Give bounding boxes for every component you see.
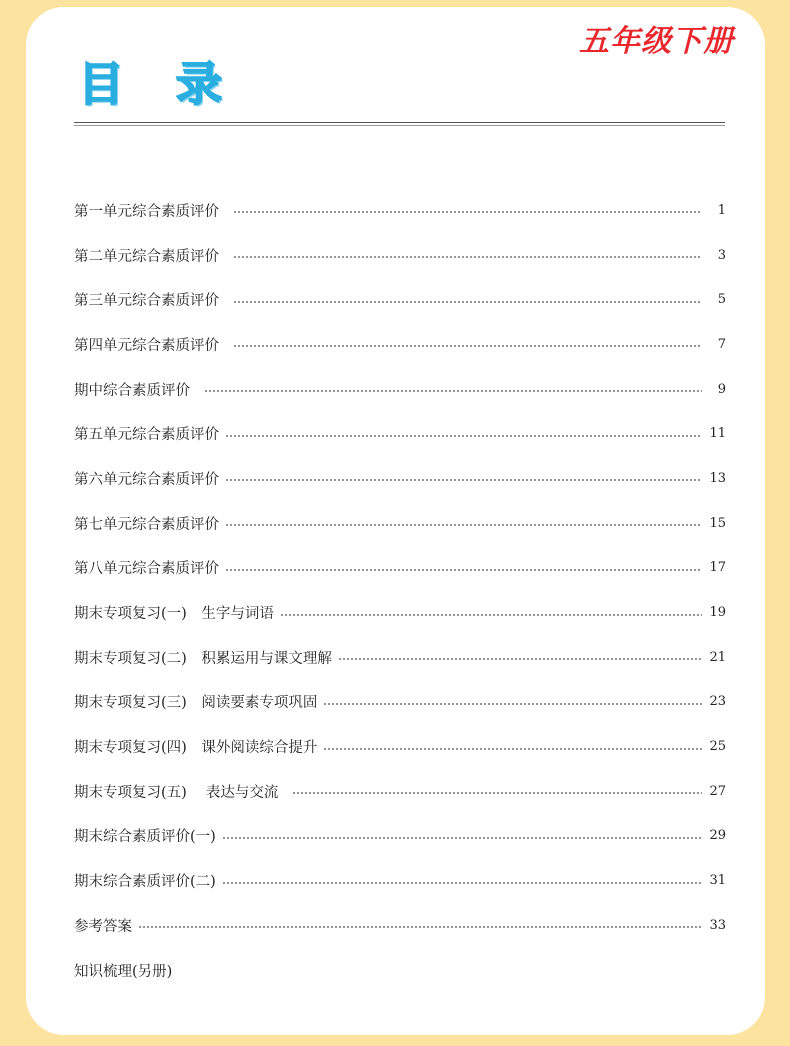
grade-label: 五年级下册 [579, 24, 734, 59]
toc-entry[interactable] [74, 411, 726, 456]
toc-entry-title: 第五单元综合素质评价 [74, 427, 219, 444]
toc-entry-page: 7 [717, 336, 726, 352]
toc-entry-title: 第六单元综合素质评价 [74, 471, 219, 488]
dot-leader [222, 836, 702, 840]
toc-entry-title: 参考答案 [74, 918, 132, 935]
toc-entry[interactable] [74, 501, 726, 546]
toc-entry[interactable] [74, 322, 726, 367]
toc-entry-page: 25 [709, 739, 726, 755]
dot-leader [204, 389, 702, 393]
toc-entry-title: 期末专项复习(五) 表达与交流 [74, 784, 279, 801]
toc-entry-page: 29 [709, 828, 726, 844]
toc-entry[interactable] [74, 456, 726, 501]
page-card [26, 7, 765, 1035]
toc-entry-title: 第四单元综合素质评价 [74, 337, 219, 354]
toc-entry-page: 15 [709, 515, 726, 531]
toc-entry[interactable] [74, 814, 726, 859]
toc-entry-page: 33 [709, 917, 726, 933]
toc-entry-title: 第七单元综合素质评价 [74, 516, 219, 533]
toc-entry-page: 11 [709, 426, 726, 442]
toc-entry-title: 期末综合素质评价(一) [74, 829, 216, 846]
toc-entry[interactable] [74, 680, 726, 725]
toc-entry-title: 期末综合素质评价(二) [74, 874, 216, 891]
toc-entry[interactable] [74, 546, 726, 591]
dot-leader [225, 434, 702, 438]
dot-leader [138, 925, 702, 929]
toc-entry-title: 期末专项复习(二) 积累运用与课文理解 [74, 650, 332, 667]
dot-leader [233, 255, 702, 259]
toc-entry-page: 3 [717, 247, 726, 263]
dot-leader [233, 300, 702, 304]
toc-entry[interactable] [74, 769, 726, 814]
toc-entry-page: 17 [709, 560, 726, 576]
toc-entry-title: 期末专项复习(四) 课外阅读综合提升 [74, 740, 318, 757]
toc-entry-title: 第三单元综合素质评价 [74, 293, 219, 310]
dot-leader [323, 702, 702, 706]
dot-leader [280, 613, 702, 617]
dot-leader [225, 568, 702, 572]
toc-entry-title: 期末专项复习(一) 生字与词语 [74, 606, 274, 623]
toc-entry[interactable] [74, 188, 726, 233]
toc-entry[interactable] [74, 635, 726, 680]
toc-entry-page: 19 [709, 605, 726, 621]
toc-entry-page: 13 [709, 470, 726, 486]
toc-entry-page: 5 [717, 292, 726, 308]
heading-divider [74, 122, 725, 126]
toc-entry[interactable] [74, 233, 726, 278]
toc-entry[interactable] [74, 590, 726, 635]
dot-leader [292, 791, 702, 795]
toc-entry[interactable] [74, 367, 726, 412]
toc-entry[interactable] [74, 277, 726, 322]
toc-entry-title: 第一单元综合素质评价 [74, 203, 219, 220]
dot-leader [222, 881, 702, 885]
toc-entry-title: 第八单元综合素质评价 [74, 561, 219, 578]
dot-leader [225, 523, 702, 527]
dot-leader [233, 210, 702, 214]
toc-entry[interactable] [74, 858, 726, 903]
toc-heading: 目 录 [78, 57, 241, 111]
toc-entry-title: 知识梳理(另册) [74, 963, 173, 980]
toc-entry-page: 1 [717, 202, 726, 218]
toc-entry-title: 期末专项复习(三) 阅读要素专项巩固 [74, 695, 318, 712]
dot-leader [233, 344, 702, 348]
toc-entry-page: 31 [709, 873, 726, 889]
toc-entry-page: 21 [709, 649, 726, 665]
dot-leader [225, 478, 702, 482]
toc-entry-page: 27 [709, 783, 726, 799]
dot-leader [323, 747, 702, 751]
table-of-contents [74, 188, 726, 992]
toc-entry-page: 23 [709, 694, 726, 710]
toc-entry[interactable] [74, 948, 726, 993]
dot-leader [338, 657, 702, 661]
toc-entry[interactable] [74, 903, 726, 948]
toc-entry-title: 期中综合素质评价 [74, 382, 190, 399]
toc-entry[interactable] [74, 724, 726, 769]
toc-entry-page: 9 [717, 381, 726, 397]
toc-entry-title: 第二单元综合素质评价 [74, 248, 219, 265]
